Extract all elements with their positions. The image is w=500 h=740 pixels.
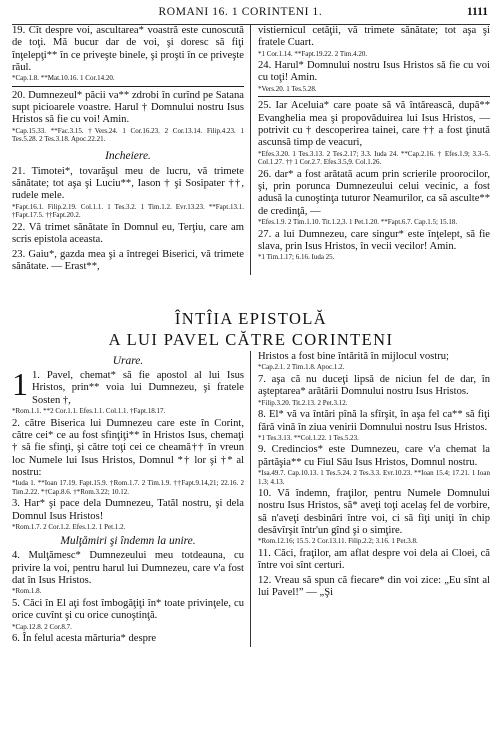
footnote: *Filip.3.20. Tit.2.13. 2 Pet.3.12. (258, 398, 348, 407)
footnote: *1 Tes.3.13. **Col.1.22. 1 Tes.5.23. (258, 433, 359, 442)
section-heading-multumiri: Mulţămiri şi îndemn la unire. (60, 535, 196, 548)
divider (12, 86, 244, 87)
verse-rom-16-22: 22. Vă trimet sănătate în Domnul eu, Terţiu, care am scris epistola aceasta. (12, 221, 244, 246)
section-heading-urare: Urare. (112, 355, 144, 368)
footnote: *Fapt.16.1. Filip.2.19. Col.1.1. 1 Tes.3.2. 1 Tim.1.2. Evr.13.23. **Fapt.13.1. †Fapt.17.5. ††Fapt.20.2. (12, 202, 244, 220)
section-heading-incheiere: Incheiere. (105, 149, 151, 162)
verse-1cor-1-6: 6. În felul acesta mărturia* despre (12, 633, 157, 645)
verse-1cor-1-12: 12. Vreau să spun că fiecare* din voi zice: „Eu sînt al lui Pavel!” — „Şi (258, 574, 490, 598)
top-left-column (12, 25, 251, 275)
book-title-line-1: ÎNTÎIA EPISTOLĂ (174, 309, 328, 329)
top-columns (12, 25, 490, 275)
footnote: *Iuda 1. **Ioan 17.19. Fapt.15.9. †Rom.1.7. 2 Tim.1.9. ††Fapt.9.14,21; 22.16. 2 Tim.2.22. *†Cap.8.6. †*Rom.3.22; 10.12. (12, 479, 244, 496)
verse-rom-16-26: 26. dar* a fost arătată acum prin scrierile proorocilor, şi, prin porunca Dumnezeului celui vecinic, a fost adusă la cunoştinţa tuturor Neamurilor, ca să asculte** de credinţă, — *Efes.1.9. 2 Tim.1.10. Tit.1.2,3. 1 Pet.1.20. **Fapt.6.7. Cap.1.5; 15.18. (258, 168, 490, 226)
verse-rom-16-20: 20. Dumnezeul* păcii va** zdrobi în curînd pe Satana supt picioarele voastre. Harul † Domnului nostru Isus Hristos să fie cu voi! Amin. *Cap.15.33. **Fac.3.15. †Vers.24. 1 Cor.16.23. 2 Cor.13.14. Filip.4.23. 1 Tes.5.28. 2 Tes.3.18. Apoc.22.21. (12, 89, 244, 144)
bottom-left-column (12, 351, 251, 647)
verse-1cor-1-2: 2. către Biserica lui Dumnezeu care este în Corint, către cei* ce au fost sfinţiţi** în Hristos Isus, chemaţi † să fie sfinţi, şi către toţi cei ce cheamă†† în vreun loc Numele lui Isus Hristos, Domnul *† lor şi †* al nostru: *Iuda 1. **Ioan 17.19. Fapt.15.9. †Rom.1.7. 2 Tim.1.9. ††Fapt.9.14,21; 22.16. 2 Tim.2.22. *†Cap.8.6. †*Rom.3.22; 10.12. (12, 417, 244, 496)
bottom-columns (12, 351, 490, 647)
footnote: *Efes.3.20. 1 Tes.3.13. 2 Tes.2.17; 3.3. Iuda 24. **Cap.2.16. † Efes.1.9; 3.3–5. Col.1.27. †† 1 Cor.2.7. Efes.3.5,9. Col.1.26. (258, 149, 490, 167)
verse-1cor-1-11: 11. Căci, fraţilor, am aflat despre voi dela ai Cloei, că între voi sînt certuri. (258, 547, 490, 572)
verse-1cor-1-8: 8. El* vă va întări pînă la sfîrşit, în aşa fel ca** să fiţi fără vină în ziua venirii Domnului nostru Isus Hristos. *1 Tes.3.13. **Col.1.22. 1 Tes.5.23. (258, 409, 490, 442)
footnote: *Vers.20. 1 Tes.5.28. (258, 84, 317, 93)
running-header (12, 6, 490, 25)
footnote: *Cap.15.33. **Fac.3.15. †Vers.24. 1 Cor.16.23. 2 Cor.13.14. Filip.4.23. 1 Tes.5.28. 2 Tes.3.18. Apoc.22.21. (12, 126, 244, 144)
book-title-line-2: A LUI PAVEL CĂTRE CORINTENI (108, 330, 394, 350)
verse-rom-16-19: 19. Cît despre voi, ascultarea* voastră este cunoscută de toţi. Mă bucur dar de voi, şi doresc să fiţi înţelepţi** în ce priveşte binele, şi proşti în ce priveşte răul. *Cap.1.8. **Mat.10.16. 1 Cor.14.20. (12, 25, 244, 83)
footnote: *1 Cor.1.14. **Fapt.19.22. 2 Tim.4.20. (258, 49, 368, 58)
verse-rom-16-21: 21. Timotei*, tovarăşul meu de lucru, vă trimete sănătate; tot aşa şi Luciu**, Iason † şi Sosipater ††, rudele mele. *Fapt.16.1. Filip.2.19. Col.1.1. 1 Tes.3.2. 1 Tim.1.2. Evr.13.23. **Fapt.13.1. †Fapt.17.5. ††Fapt.20.2. (12, 165, 244, 220)
footnote: *Rom.1.7. 2 Cor.1.2. Efes.1.2. 1 Pet.1.2. (12, 522, 126, 531)
verse-1cor-1-6-cont: Hristos a fost bine întărită în mijlocul vostru; *Cap.2.1. 2 Tim.1.8. Apoc.1.2. (258, 351, 490, 372)
footnote: *Rom.1.8. (12, 587, 42, 596)
chapter-drop-cap: 1 (12, 366, 28, 403)
verse-1cor-1-1: 1 1. Pavel, chemat* să fie apostol al lui Isus Hristos, prin** voia lui Dumnezeu, şi fratele Sosten †, *Rom.1.1. **2 Cor.1.1. Efes.1.1. Col.1.1. †Fapt.18.17. (12, 366, 244, 416)
verse-1cor-1-3: 3. Har* şi pace dela Dumnezeu, Tatăl nostru, şi dela Domnul Isus Hristos! *Rom.1.7. 2 Cor.1.2. Efes.1.2. 1 Pet.1.2. (12, 498, 244, 531)
verse-1cor-1-9: 9. Credincios* este Dumnezeu, care v'a chemat la părtăşia** cu Fiul Său Isus Hristos, Domnul nostru. *Isa.49.7. Cap.10.13. 1 Tes.5.24. 2 Tes.3.3. Evr.10.23. **Ioan 15.4; 17.21. 1 Ioan 1.3; 4.13. (258, 444, 490, 486)
verse-1cor-1-7: 7. aşa că nu duceţi lipsă de niciun fel de dar, în aşteptarea* arătării Domnului nostru Isus Hristos. *Filip.3.20. Tit.2.13. 2 Pet.3.12. (258, 374, 490, 407)
verse-rom-16-23-cont: vistiernicul cetăţii, vă trimete sănătate; tot aşa şi fratele Cuart. *1 Cor.1.14. **Fapt.19.22. 2 Tim.4.20. (258, 25, 490, 58)
verse-rom-16-23: 23. Gaiu*, gazda mea şi a întregei Biserici, vă trimete sănătate. — Erast**, (12, 248, 244, 272)
verse-1cor-1-4: 4. Mulţămesc* Dumnezeului meu totdeauna, cu privire la voi, pentru harul lui Dumnezeu, care v'a fost dat în Isus Hristos. *Rom.1.8. (12, 550, 244, 596)
verse-rom-16-27: 27. a lui Dumnezeu, care singur* este înţelept, să fie slava, prin Isus Hristos, în vecii vecilor! Amin. *1 Tim.1.17; 6.16. Iuda 25. (258, 228, 490, 262)
book-title-block (12, 309, 490, 351)
verse-rom-16-24: 24. Harul* Domnului nostru Isus Hristos să fie cu voi cu toţi! Amin. *Vers.20. 1 Tes.5.28. (258, 60, 490, 93)
page-number: 1111 (466, 6, 488, 18)
header-book-chapter: ROMANI 16. 1 CORINTENI 1. (158, 6, 323, 18)
footnote: *1 Tim.1.17; 6.16. Iuda 25. (258, 253, 335, 262)
divider (258, 96, 490, 97)
top-right-column (251, 25, 490, 275)
footnote: *Isa.49.7. Cap.10.13. 1 Tes.5.24. 2 Tes.3.3. Evr.10.23. **Ioan 15.4; 17.21. 1 Ioan 1.3; 4.13. (258, 468, 490, 486)
footnote: *Cap.12.8. 2 Cor.8.7. (12, 622, 72, 631)
footnote: *Rom.12.16; 15.5. 2 Cor.13.11. Filip.2.2; 3.16. 1 Pet.3.8. (258, 537, 418, 546)
verse-1cor-1-5: 5. Căci în El aţi fost îmbogăţiţi în* toate privinţele, cu orice cuvînt şi cu orice cunoştinţă. *Cap.12.8. 2 Cor.8.7. (12, 597, 244, 631)
footnote: *Cap.2.1. 2 Tim.1.8. Apoc.1.2. (258, 363, 345, 372)
footnote: *Efes.1.9. 2 Tim.1.10. Tit.1.2,3. 1 Pet.1.20. **Fapt.6.7. Cap.1.5; 15.18. (258, 217, 458, 226)
footnote: *Cap.1.8. **Mat.10.16. 1 Cor.14.20. (12, 74, 115, 83)
verse-1cor-1-10: 10. Vă îndemn, fraţilor, pentru Numele Domnului nostru Isus Hristos, să* aveţi toţi acelaş fel de vorbire, să n'aveţi desbinări între voi, ci să fiţi uniţi în chip desăvîrşit într'un gînd şi o simţire. *Rom.12.16; 15.5. 2 Cor.13.11. Filip.2.2; 3.16. 1 Pet.3.8. (258, 488, 490, 546)
verse-rom-16-25: 25. Iar Aceluia* care poate să vă întărească, după** Evanghelia mea şi propovăduirea lui Isus Hristos, — potrivit cu † descoperirea tainei, care †† a fost ţinută ascunsă timp de veacuri, *Efes.3.20. 1 Tes.3.13. 2 Tes.2.17; 3.3. Iuda 24. **Cap.2.16. † Efes.1.9; 3.3–5. Col.1.27. †† 1 Cor.2.7. Efes.3.5,9. Col.1.26. (258, 100, 490, 167)
bottom-right-column (251, 351, 490, 647)
footnote: *Rom.1.1. **2 Cor.1.1. Efes.1.1. Col.1.1. †Fapt.18.17. (12, 407, 166, 416)
